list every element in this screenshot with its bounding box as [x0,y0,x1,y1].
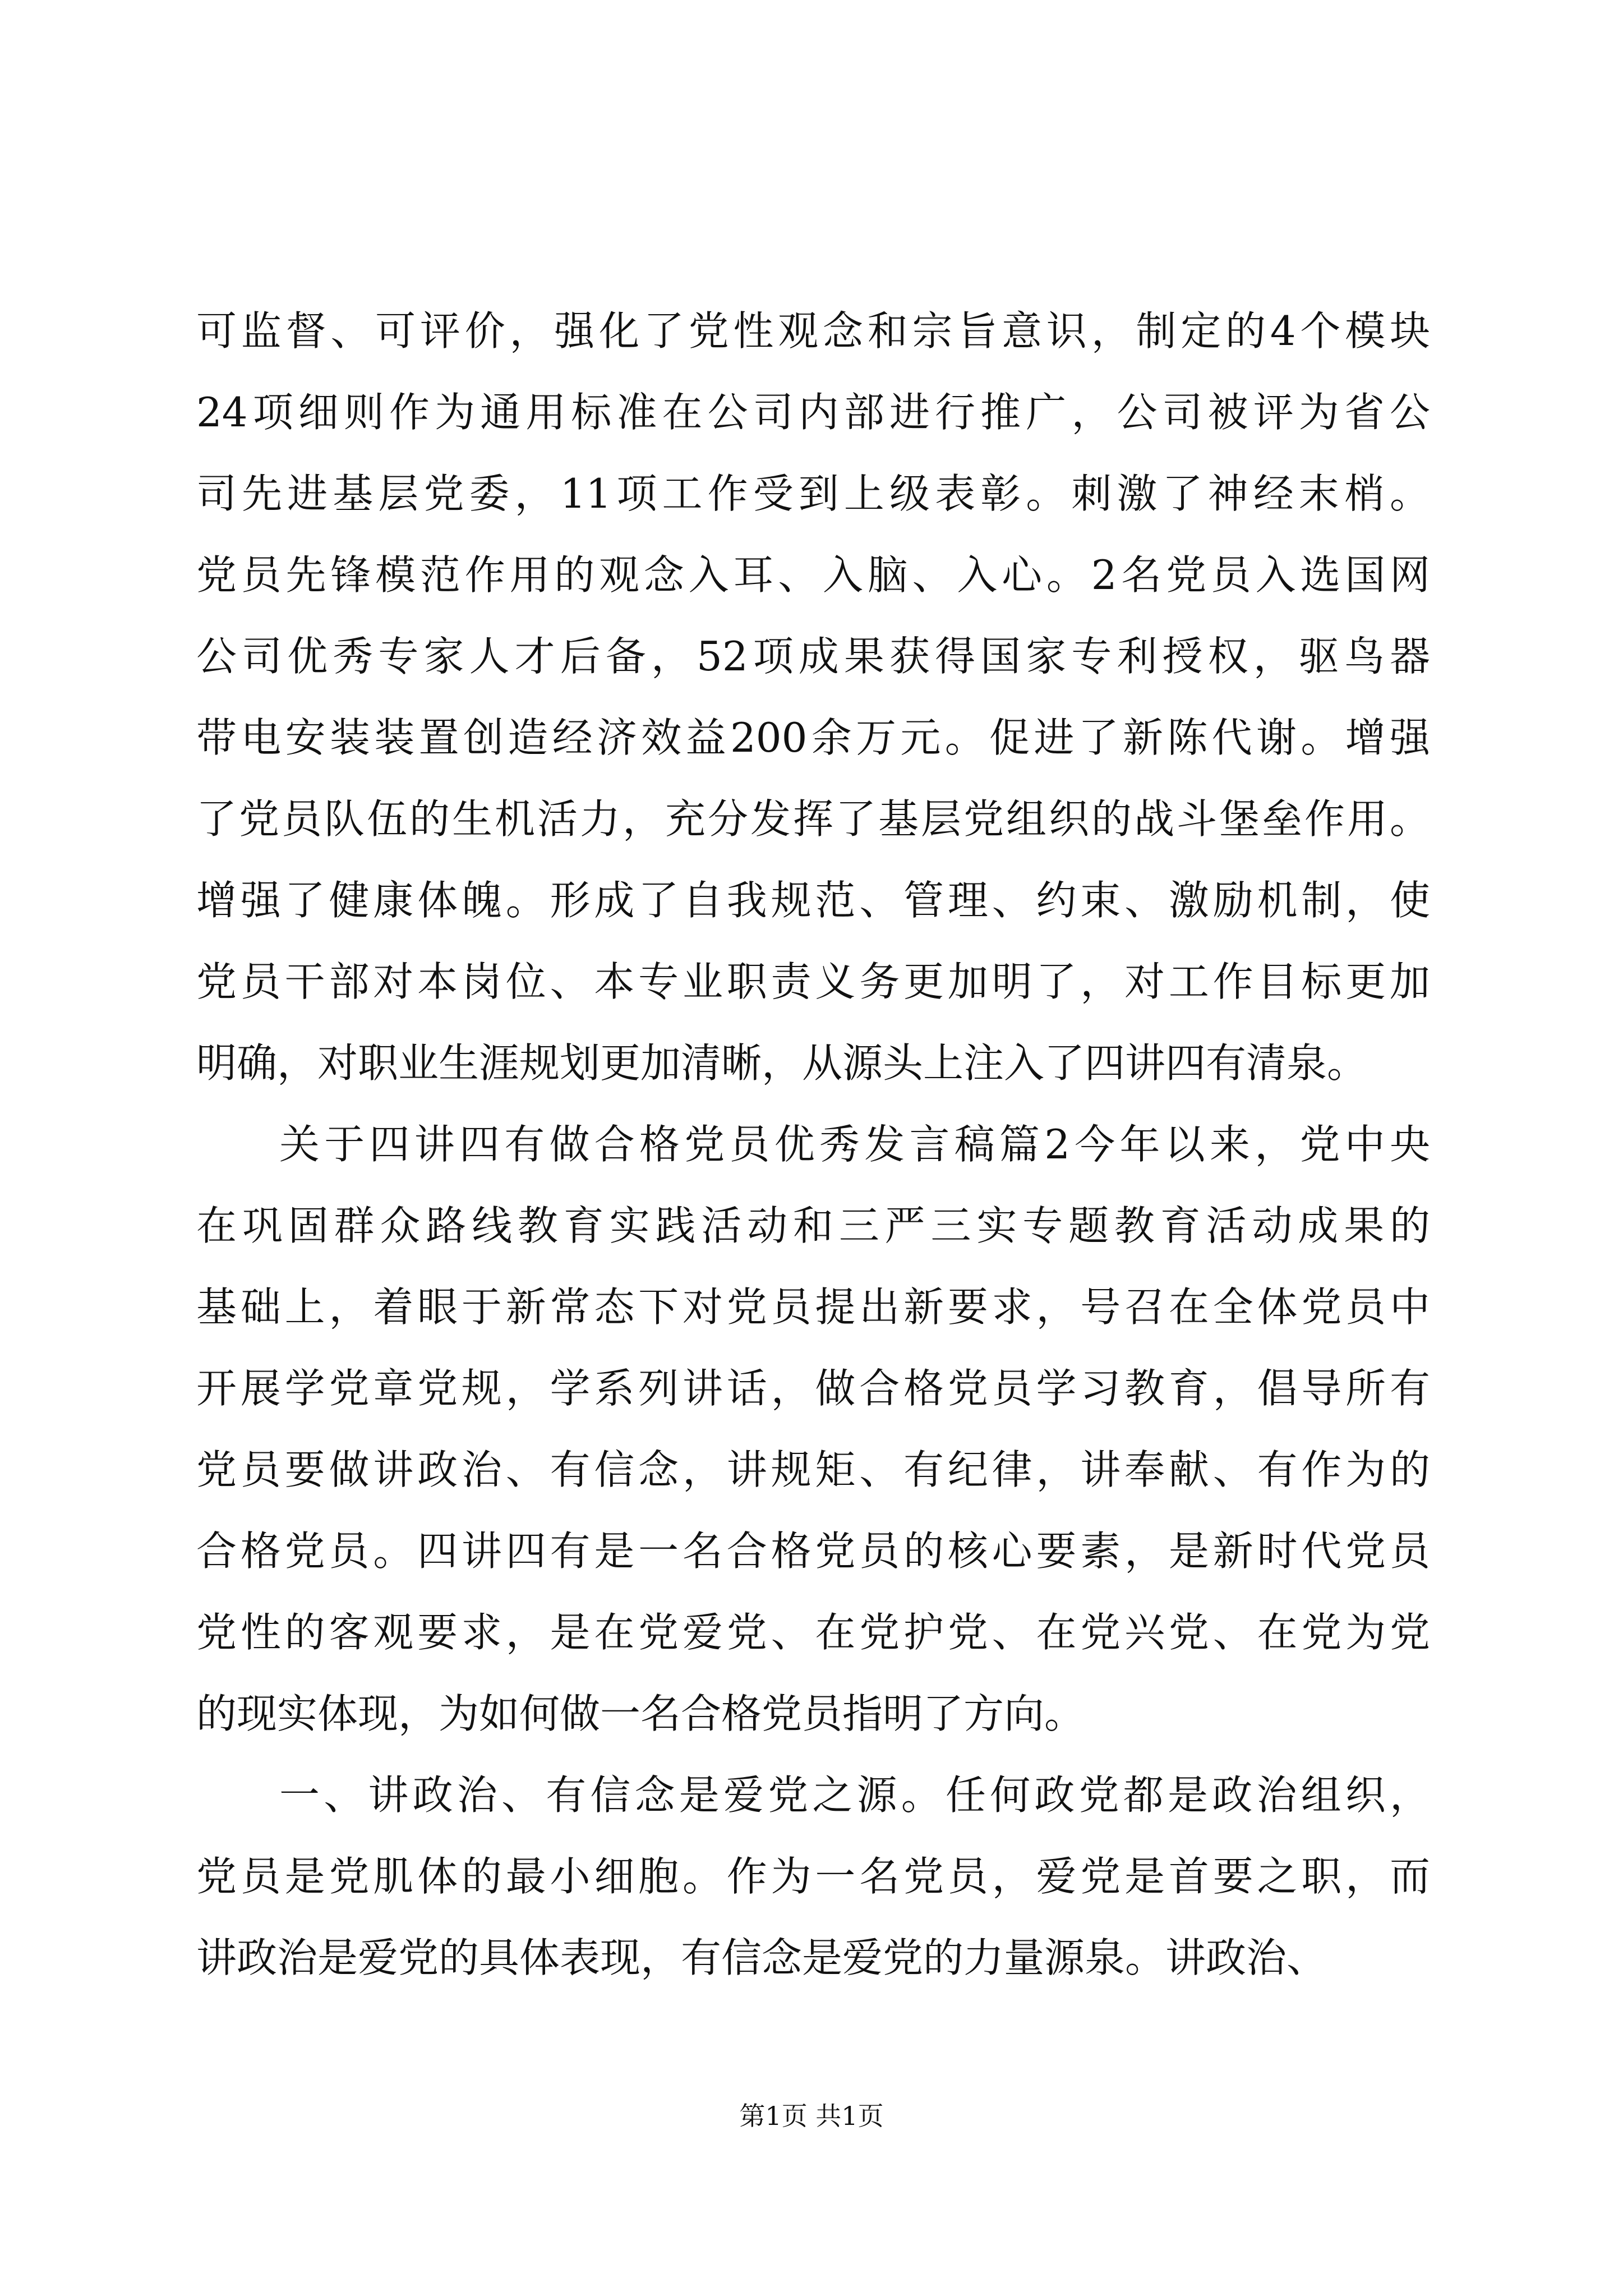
paragraph-1-line: 公司优秀专家人才后备，52项成果获得国家专利授权，驱鸟器 [196,633,1430,680]
paragraph-3-line: 一、讲政治、有信念是爱党之源。任何政党都是政治组织， [279,1772,1430,1819]
paragraph-1-line: 带电安装装置创造经济效益200余万元。促进了新陈代谢。增强 [196,714,1430,761]
paragraph-1-line: 了党员队伍的生机活力，充分发挥了基层党组织的战斗堡垒作用。 [196,795,1430,843]
paragraph-2-line: 的现实体现，为如何做一名合格党员指明了方向。 [196,1690,1085,1737]
paragraph-1-line: 党员干部对本岗位、本专业职责义务更加明了，对工作目标更加 [196,958,1430,1005]
page-number-footer: 第1页 共1页 [739,2101,884,2131]
paragraph-3-line: 党员是党肌体的最小细胞。作为一名党员，爱党是首要之职，而 [196,1853,1430,1900]
paragraph-1-line: 可监督、可评价，强化了党性观念和宗旨意识，制定的4个模块 [196,307,1430,355]
paragraph-1-line: 明确，对职业生涯规划更加清晰，从源头上注入了四讲四有清泉。 [196,1039,1368,1087]
paragraph-2-line: 关于四讲四有做合格党员优秀发言稿篇2今年以来，党中央 [279,1121,1430,1168]
paragraph-1-line: 党员先锋模范作用的观念入耳、入脑、入心。2名党员入选国网 [196,551,1430,599]
paragraph-1-line: 24项细则作为通用标准在公司内部进行推广，公司被评为省公 [196,389,1430,436]
paragraph-2-line: 党性的客观要求，是在党爱党、在党护党、在党兴党、在党为党 [196,1609,1430,1656]
paragraph-2-line: 党员要做讲政治、有信念，讲规矩、有纪律，讲奉献、有作为的 [196,1446,1430,1493]
paragraph-2-line: 开展学党章党规，学系列讲话，做合格党员学习教育，倡导所有 [196,1365,1430,1412]
document-body [196,291,1430,1999]
paragraph-2-line: 合格党员。四讲四有是一名合格党员的核心要素，是新时代党员 [196,1527,1430,1575]
paragraph-3-line: 讲政治是爱党的具体表现，有信念是爱党的力量源泉。讲政治、 [196,1934,1327,1981]
paragraph-2-line: 在巩固群众路线教育实践活动和三严三实专题教育活动成果的 [196,1202,1430,1249]
paragraph-1-line: 增强了健康体魄。形成了自我规范、管理、约束、激励机制，使 [196,877,1430,924]
paragraph-1-line: 司先进基层党委，11项工作受到上级表彰。刺激了神经末梢。 [196,470,1430,517]
paragraph-2-line: 基础上，着眼于新常态下对党员提出新要求，号召在全体党员中 [196,1283,1430,1331]
